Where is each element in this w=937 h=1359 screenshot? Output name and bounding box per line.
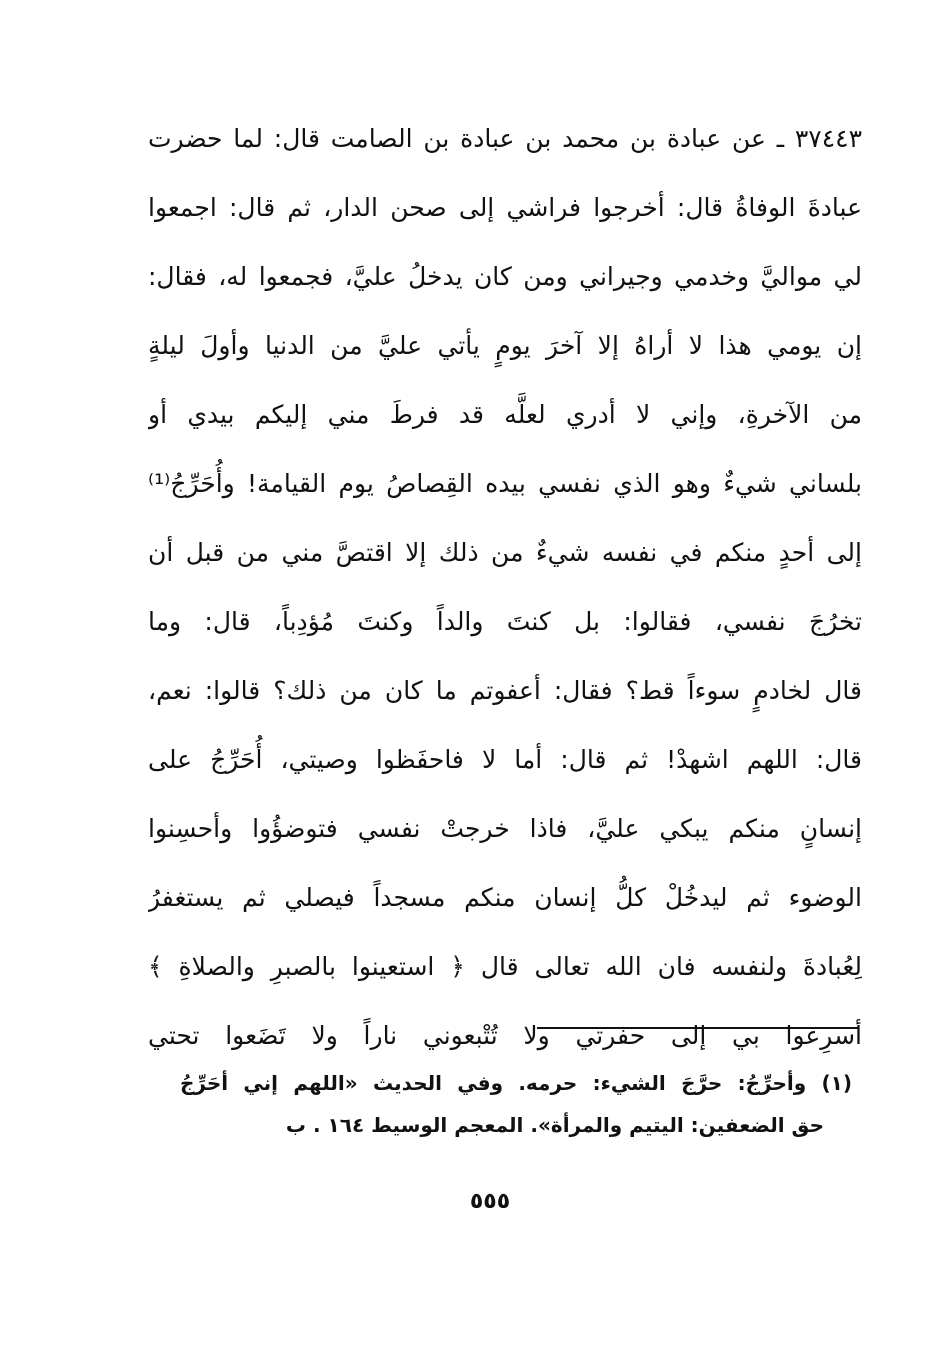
page-number: ٥٥٥ — [469, 1189, 511, 1214]
text-line: قال لخادمٍ سوءاً قط؟ فقال: أعفوتم ما كان من ذلك؟ قالوا: نعم، — [148, 676, 862, 705]
text-line: الوضوء ثم ليدخُلْ كلُّ إنسان منكم مسجداً فيصلي ثم يستغفرُ — [148, 883, 862, 912]
text-line: لي مواليَّ وخدمي وجيراني ومن كان يدخلُ عليَّ، فجمعوا له، فقال: — [148, 262, 862, 291]
footnote-line: حق الضعفين: اليتيم والمرأة». المعجم الوسيط ١٦٤ . ب — [285, 1113, 824, 1137]
text-line: إن يومي هذا لا أراهُ إلا آخرَ يومٍ يأتي عليَّ من الدنيا وأولَ ليلةٍ — [148, 331, 862, 360]
footnote-divider — [537, 1027, 859, 1029]
text-line: أسرِعوا بي إلى حفرتي ولا تُتْبعوني ناراً ولا تَضَعوا تحتي — [148, 1021, 862, 1050]
text-line: إنسانٍ منكم يبكي عليَّ، فاذا خرجتْ نفسي فتوضؤُوا وأحسِنوا — [148, 814, 862, 843]
text-line: عبادةَ الوفاةُ قال: أخرجوا فراشي إلى صحن الدار، ثم قال: اجمعوا — [148, 193, 862, 222]
text-line: قال: اللهم اشهدْ! ثم قال: أما لا فاحفَظوا وصيتي، أُحَرِّجُ على — [148, 745, 862, 774]
text-line: بلساني شيءٌ وهو الذي نفسي بيده القِصاصُ يوم القيامة! وأُحَرِّجُ⁽¹⁾ — [148, 469, 862, 498]
text-line: ٣٧٤٤٣ ـ عن عبادة بن محمد بن عبادة بن الصامت قال: لما حضرت — [148, 124, 862, 153]
text-line: إلى أحدٍ منكم في نفسه شيءٌ من ذلك إلا اقتصَّ مني من قبل أن — [148, 538, 862, 567]
text-line: لِعُبادةَ ولنفسه فان الله تعالى قال ﴿ استعينوا بالصبرِ والصلاةِ ﴾ — [148, 952, 862, 981]
footnote-line: (١) وأحرِّجُ: حرَّجَ الشيء: حرمه. وفي الحديث «اللهم إني أحَرِّجُ — [180, 1071, 852, 1095]
footnotes — [180, 1062, 852, 1146]
text-line: من الآخرةِ، وإني لا أدري لعلَّه قد فرطَ مني إليكم بيدي أو — [148, 400, 862, 429]
text-line: تخرُجَ نفسي، فقالوا: بل كنتَ والداً وكنتَ مُؤدِباً، قال: وما — [148, 607, 862, 636]
hadith-text — [148, 104, 862, 1070]
